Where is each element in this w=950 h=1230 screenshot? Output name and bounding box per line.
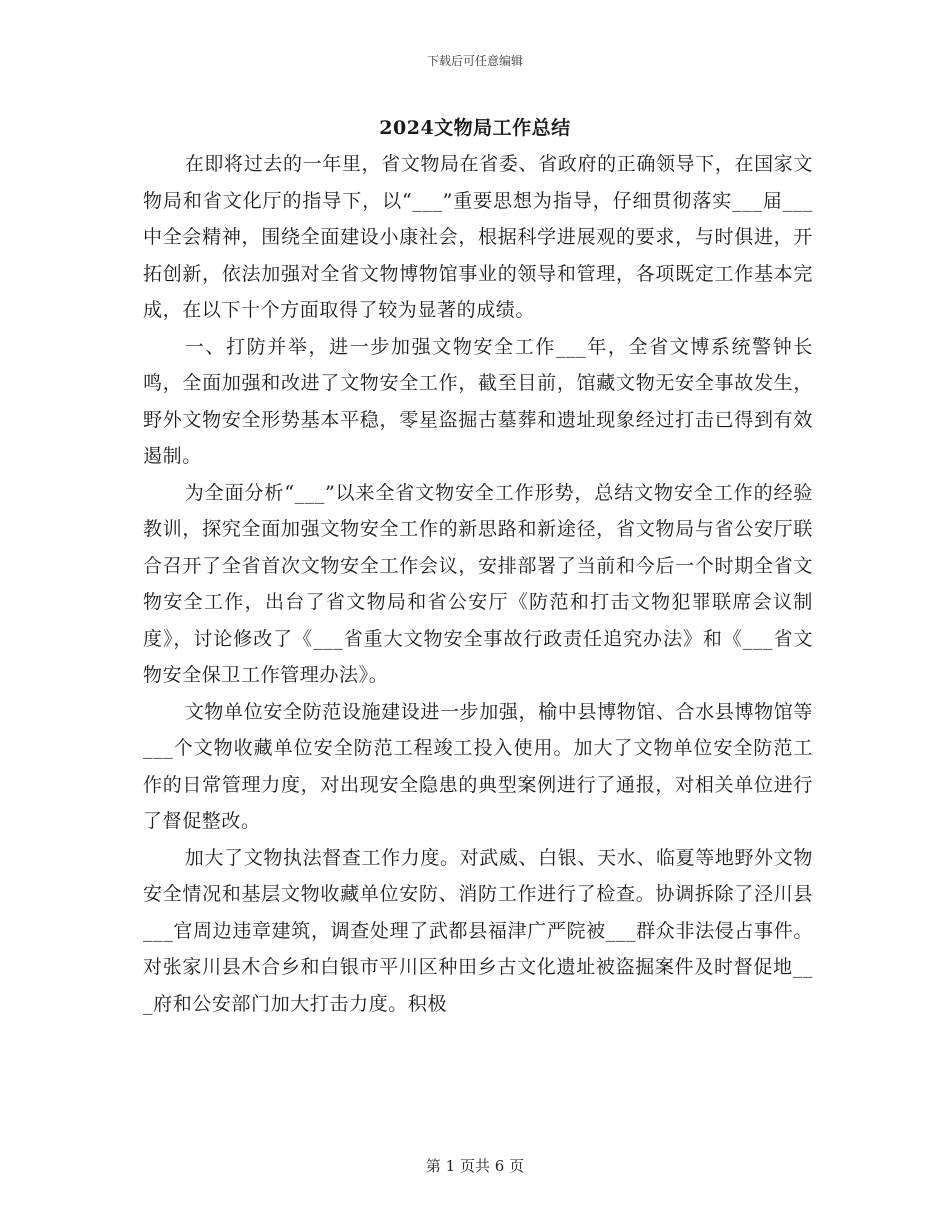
document-title: 2024文物局工作总结 bbox=[379, 117, 571, 139]
page-number: 第 1 页共 6 页 bbox=[425, 1157, 525, 1175]
paragraph-section-one: 一、打防并举，进一步加强文物安全工作___年，全省文博系统警钟长鸣，全面加强和改进了文物安全工作，截至目前，馆藏文物无安全事故发生，野外文物安全形势基本平稳，零星盗掘古墓葬和遗址现象经过打击已得到有效遏制。 bbox=[143, 335, 813, 467]
paragraph-security-facilities: 文物单位安全防范设施建设进一步加强，榆中县博物馆、合水县博物馆等___个文物收藏单位安全防范工程竣工投入使用。加大了文物单位安全防范工作的日常管理力度，对出现安全隐患的典型案例进行了通报，对相关单位进行了督促整改。 bbox=[143, 700, 813, 832]
paragraph-safety-meeting: 为全面分析“___”以来全省文物安全工作形势，总结文物安全工作的经验教训，探究全面加强文物安全工作的新思路和新途径，省文物局与省公安厅联合召开了全省首次文物安全工作会议，安排部署了当前和今后一个时期全省文物安全工作，出台了省文物局和省公安厅《防范和打击文物犯罪联席会议制度》，讨论修改了《___省重大文物安全事故行政责任追究办法》和《___省文物安全保卫工作管理办法》。 bbox=[143, 481, 813, 686]
paragraph-intro: 在即将过去的一年里，省文物局在省委、省政府的正确领导下，在国家文物局和省文化厅的指导下，以“___”重要思想为指导，仔细贯彻落实___届___中全会精神，围绕全面建设小康社会，根据科学进展观的要求，与时俱进，开拓创新，依法加强对全省文物博物馆事业的领导和管理，各项既定工作基本完成，在以下十个方面取得了较为显著的成绩。 bbox=[143, 153, 813, 321]
page-header-note: 下载后可任意编辑 bbox=[426, 54, 523, 68]
document-body bbox=[143, 146, 813, 1022]
paragraph-law-enforcement: 加大了文物执法督查工作力度。对武威、白银、天水、临夏等地野外文物安全情况和基层文物收藏单位安防、消防工作进行了检查。协调拆除了泾川县___官周边违章建筑，调查处理了武都县福津广严院被___群众非法侵占事件。对张家川县木合乡和白银市平川区种田乡古文化遗址被盗掘案件及时督促地___府和公安部门加大打击力度。积极 bbox=[143, 846, 813, 1015]
